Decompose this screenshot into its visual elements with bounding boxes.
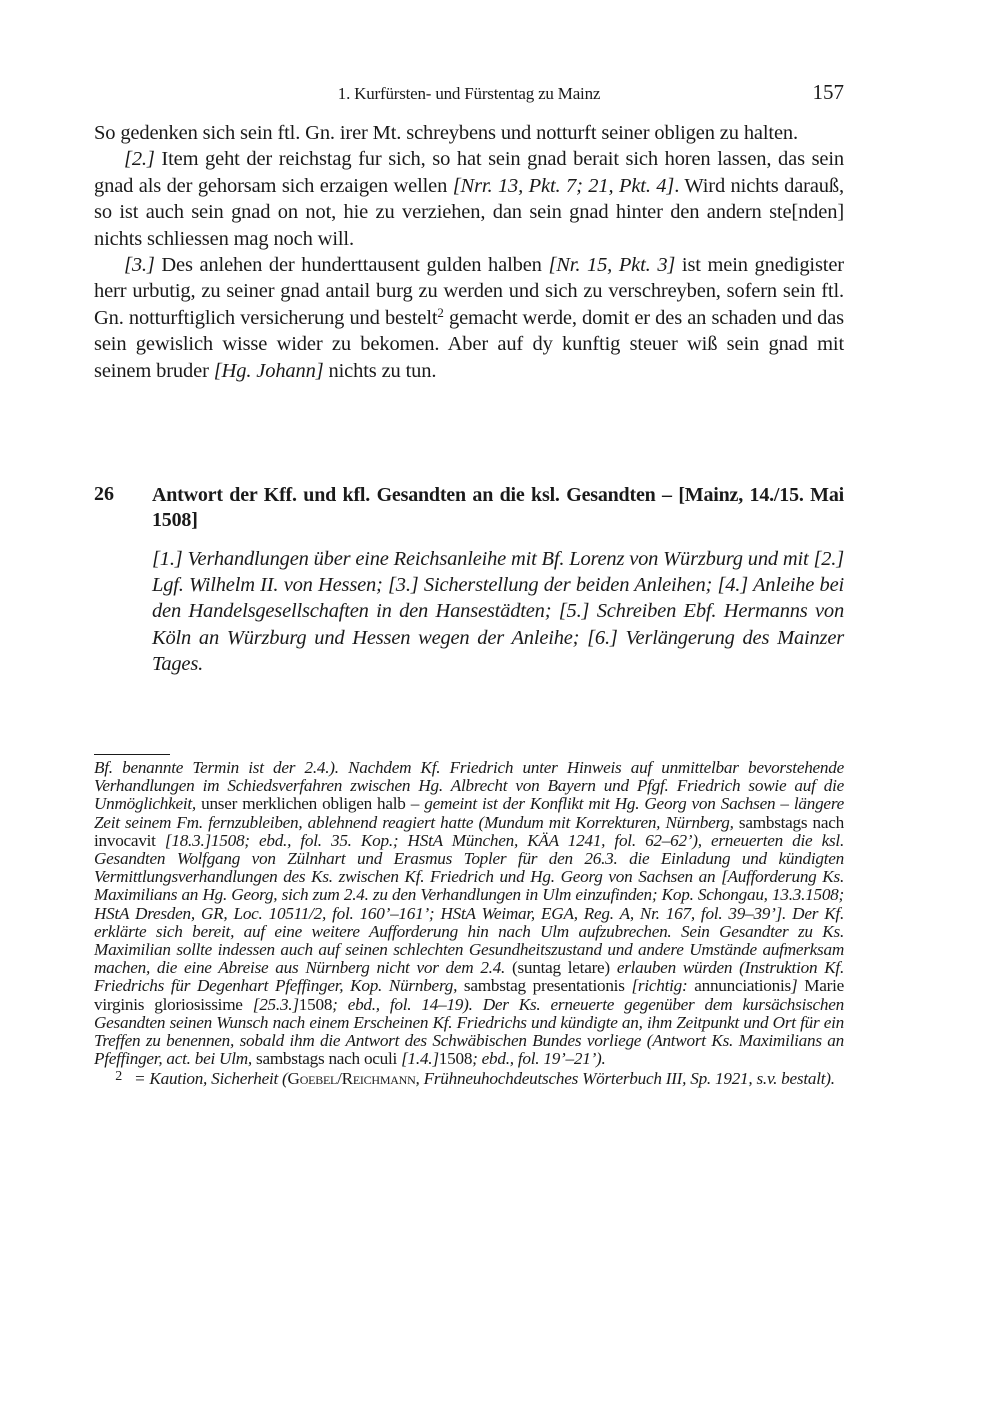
document-regest: [1.] Verhandlungen über eine Reichsanleihe mit Bf. Lorenz von Würzburg und mit [2.] Lgf. Wilhelm II. von Hessen; [3.] Sicherstellung der beiden Anleihen; [4.] Anleihe bei den Handelsgesellschaften in den Hansestädten; [5.] Schreiben Ebf. Hermanns von Köln an Würzburg und Hessen wegen der Anleihe; [6.] Verlängerung des Mainzer Tages. bbox=[152, 548, 844, 675]
section-marker: [3.] bbox=[124, 254, 155, 277]
document-title: Antwort der Kff. und kfl. Gesandten an die ksl. Gesandten – [Mainz, 14./15. Mai 1508] bbox=[152, 484, 844, 531]
page-number: 157 bbox=[812, 80, 844, 104]
footnote-2: 2 = Kaution, Sicherheit (Goebel/Reichmann, Frühneuhochdeutsches Wörterbuch III, Sp. 1921, s.v. bestalt). bbox=[94, 1068, 844, 1088]
paragraph-3: [3.] Des anlehen der hunderttausent gulden halben [Nr. 15, Pkt. 3] ist mein gnedigister herr urbutig, zu seiner gnad antail burg zu werden und sich zu verschreyben, sofern sein ftl. Gn. notturftiglich versicherung und bestelt$^2$ gemacht werde, domit er des an schaden und das sein gewislich wisse wider zu bekomen. Aber auf dy kunftig steuer wiß sein gnad mit seinem bruder [Hg. Johann] nichts zu tun. bbox=[94, 254, 844, 382]
footnotes bbox=[94, 759, 844, 1089]
paragraph-2: [2.] Item geht der reichstag fur sich, so hat sein gnad berait sich horen lassen, das sein gnad als der gehorsam sich erzaigen wellen [Nrr. 13, Pkt. 7; 21, Pkt. 4]. Wird nichts darauß, so ist auch sein gnad on not, hie zu verziehen, dan sein gnad hinter den andern ste[nden] nichts schliessen mag noch will. bbox=[94, 148, 844, 250]
running-head-title: 1. Kurfürsten- und Fürstentag zu Mainz bbox=[337, 84, 601, 103]
editorial-insertion: [Hg. Johann] bbox=[213, 359, 324, 382]
cross-reference: [Nrr. 13, Pkt. 7; 21, Pkt. 4] bbox=[452, 174, 675, 197]
running-head bbox=[94, 80, 844, 110]
footnote-reference[interactable]: 2 bbox=[437, 304, 444, 320]
paragraph-1: So gedenken sich sein ftl. Gn. irer Mt. schreybens und notturft seiner obligen zu halten. bbox=[94, 122, 798, 144]
document-entry bbox=[94, 483, 844, 677]
cross-reference: [Nr. 15, Pkt. 3] bbox=[548, 254, 676, 277]
author-name: Goebel/Reichmann bbox=[287, 1069, 416, 1089]
section-marker: [2.] bbox=[124, 148, 155, 171]
footnote-2-marker: 2 bbox=[115, 1069, 122, 1085]
footnote-1-continued: Bf. benannte Termin ist der 2.4.). Nachdem Kf. Friedrich unter Hinweis auf unmittelbar bevorstehende Verhandlungen im Schiedsverfahren zwischen Hg. Albrecht von Bayern und Pfgf. Friedrich sowie auf die Unmöglichkeit, unser merklichen obligen halb – gemeint ist der Konflikt mit Hg. Georg von Sachsen – längere Zeit seinem Fm. fernzubleiben, ablehnend reagiert hatte (Mundum mit Korrekturen, Nürnberg, sambstags nach invocavit [18.3.]1508; ebd., fol. 35. Kop.; HStA München, KÄA 1241, fol. 62–62’), erneuerten die ksl. Gesandten Wolfgang von Zülnhart und Erasmus Topler für den 26.3. die Einladung und kündigten Vermittlungsverhandlungen des Ks. zwischen Kf. Friedrich und Hg. Georg von Sachsen an [Aufforderung Ks. Maximilians an Hg. Georg, sich zum 2.4. zu den Verhandlungen in Ulm einzufinden; Kop. Schongau, 13.3.1508; HStA Dresden, GR, Loc. 10511/2, fol. 160’–161’; HStA Weimar, EGA, Reg. A, Nr. 167, fol. 39–39’]. Der Kf. erklärte sich bereit, auf eine weitere Aufforderung hin nach Ulm aufzubrechen. Sein Gesandter zu Ks. Maximilian sollte indessen auch auf seinen schlechten Gesundheitszustand und andere Umstände aufmerksam machen, die eine Abreise aus Nürnberg nicht vor dem 2.4. (suntag letare) erlauben würden (Instruktion Kf. Friedrichs für Degenhart Pfeffinger, Kop. Nürnberg, sambstag presentationis [richtig: annunciationis] Marie virginis gloriosissime [25.3.]1508; ebd., fol. 14–19). Der Ks. erneuerte gegenüber dem kursächsischen Gesandten seinen Wunsch nach einem Erscheinen Kf. Friedrichs und kündigte an, ihm Zeitpunkt und Ort für ein Treffen zu benennen, sobald ihm die Antwort des Schwäbischen Bundes vorliege (Antwort Ks. Maximilians an Pfeffinger, act. bei Ulm, sambstags nach oculi [1.4.]1508; ebd., fol. 19’–21’). bbox=[94, 758, 844, 1069]
document-number: 26 bbox=[94, 483, 114, 505]
footnote-separator bbox=[94, 754, 170, 755]
main-text bbox=[94, 120, 844, 384]
